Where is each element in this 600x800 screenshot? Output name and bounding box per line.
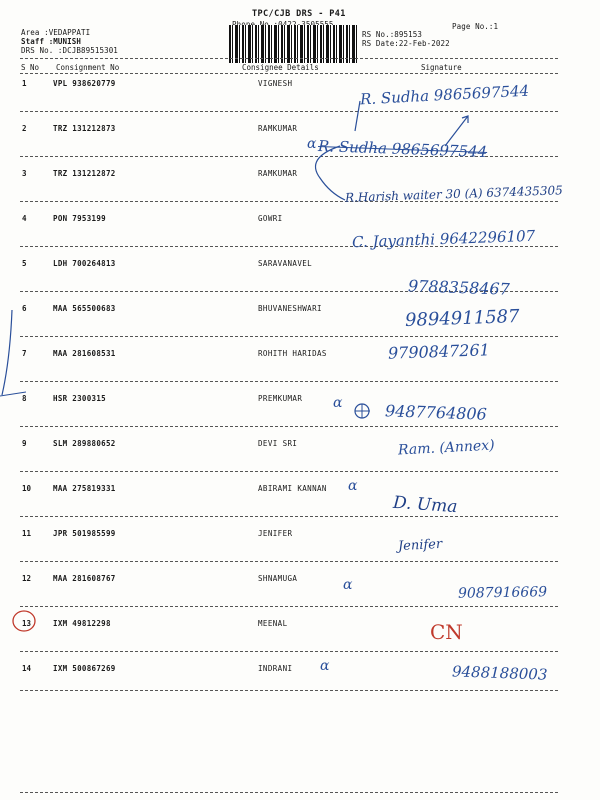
row-divider [20, 111, 558, 112]
signature-row-13-text: CN [430, 620, 463, 644]
row-divider [20, 651, 558, 652]
margin-line-mark [0, 300, 30, 440]
row-divider [20, 426, 558, 427]
signature-row-2 [318, 137, 488, 161]
staff-label: Staff :MUNISH [21, 37, 81, 46]
signature-row-8-text: 9487764806 [384, 401, 488, 424]
row-consignment: MAA 281608767 [53, 574, 116, 583]
row-consignee: DEVI SRI [258, 439, 298, 448]
row-divider [20, 336, 558, 337]
row-divider [20, 471, 558, 472]
row-sno: 14 [22, 664, 32, 673]
header-divider-top [20, 58, 558, 59]
signature-row-10-text: D. Uma [392, 492, 459, 518]
signature-row-14 [452, 662, 548, 683]
signature-row-4-text: C. Jayanthi 9642296107 [351, 226, 536, 252]
initial-mark-row-2: α [307, 136, 317, 152]
row-sno: 8 [22, 394, 27, 403]
row-consignment: IXM 500867269 [53, 664, 116, 673]
row-sno: 7 [22, 349, 27, 358]
column-header-consignee: Consignee Details [242, 63, 319, 72]
row-divider [20, 690, 558, 691]
signature-row-13 [430, 620, 463, 644]
row-sno: 4 [22, 214, 27, 223]
signature-row-8 [385, 401, 487, 424]
row-consignee: MEENAL [258, 619, 288, 628]
row-sno: 2 [22, 124, 27, 133]
signature-row-7-text: 9790847261 [387, 340, 491, 363]
row-consignment: MAA 565500683 [53, 304, 116, 313]
row-sno: 5 [22, 259, 27, 268]
signature-row-5-text: 9788358467 [407, 276, 511, 299]
signature-row-9-text: Ram. (Annex) [397, 437, 495, 459]
signature-row-1-text: R. Sudha 9865697544 [359, 81, 530, 109]
signature-row-12-text: 9087916669 [457, 584, 548, 602]
bottom-divider [20, 792, 558, 793]
row-consignee: SHNAMUGA [258, 574, 298, 583]
row-sno: 3 [22, 169, 27, 178]
row-consignment: HSR 2300315 [53, 394, 106, 403]
signature-row-4 [352, 227, 536, 251]
signature-row-11 [398, 537, 443, 554]
signature-row-14-text: 9488188003 [451, 662, 548, 684]
row-consignee: ROHITH HARIDAS [258, 349, 327, 358]
signature-row-2-text: R. Sudha 9865697544 [317, 137, 488, 161]
row-divider [20, 516, 558, 517]
row-consignee: GOWRI [258, 214, 283, 223]
row-consignment: MAA 281608531 [53, 349, 116, 358]
initial-mark-row-12: α [343, 577, 353, 593]
row-consignee: BHUVANESHWARI [258, 304, 322, 313]
row-consignee: INDRANI [258, 664, 293, 673]
row-consignee: JENIFER [258, 529, 293, 538]
signature-row-5 [408, 276, 510, 299]
row-consignment: SLM 289880652 [53, 439, 116, 448]
row-divider [20, 201, 558, 202]
initial-mark-row-8: α [333, 395, 343, 411]
row-sno: 11 [22, 529, 32, 538]
signature-row-9 [398, 437, 495, 458]
row-sno: 12 [22, 574, 32, 583]
row-consignment: VPL 938620779 [53, 79, 116, 88]
signature-row-10 [392, 493, 458, 517]
signature-row-11-text: Jenifer [397, 536, 443, 555]
header-divider-bottom [20, 73, 558, 74]
row-consignment: TRZ 131212872 [53, 169, 116, 178]
signature-row-7 [388, 340, 490, 363]
scribble-icon-row-8 [350, 400, 378, 422]
row-consignment: LDH 700264813 [53, 259, 116, 268]
row-consignee: VIGNESH [258, 79, 293, 88]
row-consignment: PON 7953199 [53, 214, 106, 223]
signature-row-6-text: 9894911587 [404, 306, 520, 331]
row-sno: 6 [22, 304, 27, 313]
row-consignment: IXM 49812298 [53, 619, 111, 628]
row-sno: 1 [22, 79, 27, 88]
initial-mark-row-10: α [348, 478, 358, 494]
document-title: TPC/CJB DRS - P41 [252, 9, 346, 19]
row-divider [20, 381, 558, 382]
column-header-sno: S No [21, 63, 40, 72]
row-sno: 10 [22, 484, 32, 493]
row-consignee: PREMKUMAR [258, 394, 303, 403]
signature-row-6 [405, 306, 520, 331]
page-number: Page No.:1 [452, 22, 499, 31]
rs-number: RS No.:895153 [362, 30, 422, 39]
row-divider [20, 606, 558, 607]
row-consignee: ABIRAMI KANNAN [258, 484, 327, 493]
row-sno: 9 [22, 439, 27, 448]
column-header-signature: Signature [421, 63, 462, 72]
row-divider [20, 561, 558, 562]
drs-number: DRS No. :DCJB89515301 [21, 46, 118, 55]
row-consignment: TRZ 131212873 [53, 124, 116, 133]
row-consignee: RAMKUMAR [258, 169, 298, 178]
row-consignment: JPR 501985599 [53, 529, 116, 538]
row-consignee: SARAVANAVEL [258, 259, 313, 268]
column-header-consignment: Consignment No [56, 63, 120, 72]
row-sno: 13 [22, 619, 32, 628]
row-consignee: RAMKUMAR [258, 124, 298, 133]
area-label: Area :VEDAPPATI [21, 28, 91, 37]
signature-row-3-text: R.Harish waiter 30 (A) 6374435305 [344, 183, 563, 205]
initial-mark-row-14: α [320, 658, 330, 674]
signature-row-12 [458, 584, 547, 602]
row-consignment: MAA 275819331 [53, 484, 116, 493]
rs-date: RS Date:22-Feb-2022 [362, 39, 450, 48]
signature-row-1 [360, 82, 530, 109]
